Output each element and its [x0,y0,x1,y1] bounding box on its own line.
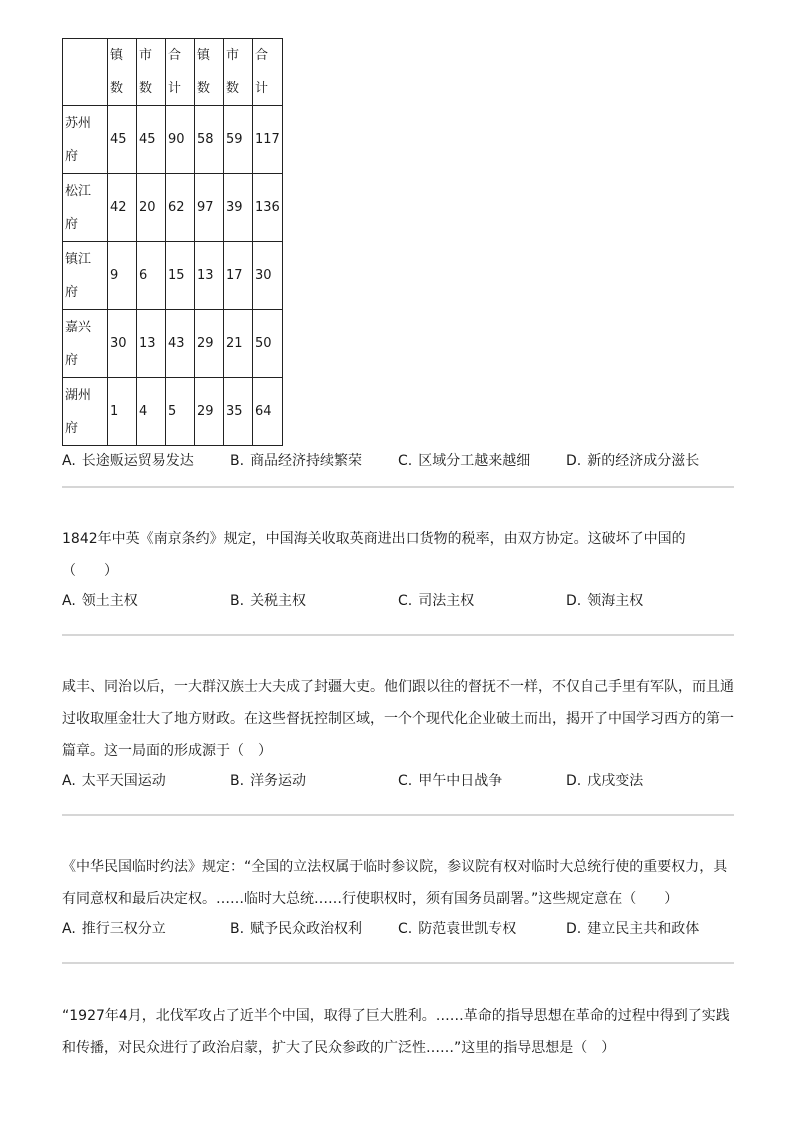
table-cell: 90 [166,106,195,174]
table-header-row [63,39,283,106]
table-row-label: 松江 府 [63,174,108,242]
question-5 [62,1000,734,1064]
table-header-cell: 镇 数 [195,39,224,106]
table-row-label: 镇江 府 [63,242,108,310]
table-cell: 58 [195,106,224,174]
options-row [62,447,734,475]
table-header-cell: 合 计 [253,39,283,106]
table-cell: 13 [137,310,166,378]
table-row [63,310,283,378]
table-cell: 97 [195,174,224,242]
divider [62,634,734,636]
table-row [63,174,283,242]
table-cell: 30 [253,242,283,310]
options-row [62,767,734,795]
table-cell: 17 [224,242,253,310]
table-row-label: 嘉兴 府 [63,310,108,378]
question-stem: 咸丰、同治以后，一大群汉族士大夫成了封疆大吏。他们跟以往的督抚不一样，不仅自己手里有军队，而且通过收取厘金壮大了地方财政。在这些督抚控制区域，一个个现代化企业破土而出，揭开了中国学习西方的第一篇章。这一局面的形成源于（ ） [62,679,734,759]
option-c[interactable]: C. 司法主权 [398,593,475,609]
table-cell: 62 [166,174,195,242]
table-cell: 29 [195,310,224,378]
table-cell: 6 [137,242,166,310]
table-cell: 21 [224,310,253,378]
question-stem: 1842年中英《南京条约》规定，中国海关收取英商进出口货物的税率，由双方协定。这破坏了中国的（ ） [62,531,686,579]
option-c[interactable]: C. 区域分工越来越细 [398,453,531,469]
table-cell: 9 [108,242,137,310]
table-row-label: 湖州 府 [63,378,108,446]
option-c[interactable]: C. 甲午中日战争 [398,773,503,789]
table-row [63,242,283,310]
table-cell: 50 [253,310,283,378]
table-cell: 5 [166,378,195,446]
table-header-cell: 镇 数 [108,39,137,106]
table-header-cell: 合 计 [166,39,195,106]
option-c[interactable]: C. 防范袁世凯专权 [398,921,517,937]
question-4 [62,851,734,943]
options-row [62,587,734,615]
table-cell: 136 [253,174,283,242]
divider [62,962,734,964]
table-cell: 30 [108,310,137,378]
option-a[interactable]: A. 太平天国运动 [62,773,166,789]
table-cell: 39 [224,174,253,242]
option-b[interactable]: B. 商品经济持续繁荣 [230,453,363,469]
table-cell: 59 [224,106,253,174]
question-stem: 《中华民国临时约法》规定：“全国的立法权属于临时参议院，参议院有权对临时大总统行使的重要权力，具有同意权和最后决定权。……临时大总统……行使职权时，须有国务员副署。”这些规定意在（ ） [62,859,728,907]
option-d[interactable]: D. 新的经济成分滋长 [566,453,700,469]
divider [62,486,734,488]
table-header-cell: 市 数 [137,39,166,106]
table-cell: 35 [224,378,253,446]
question-2 [62,523,734,615]
option-b[interactable]: B. 关税主权 [230,593,307,609]
divider [62,814,734,816]
table-row-label: 苏州 府 [63,106,108,174]
option-b[interactable]: B. 赋予民众政治权利 [230,921,363,937]
question-1 [62,447,734,475]
options-row [62,915,734,943]
option-d[interactable]: D. 领海主权 [566,593,644,609]
option-a[interactable]: A. 长途贩运贸易发达 [62,453,194,469]
table-header-cell: 市 数 [224,39,253,106]
option-d[interactable]: D. 建立民主共和政体 [566,921,700,937]
table-cell: 45 [108,106,137,174]
table-cell: 13 [195,242,224,310]
table-cell: 45 [137,106,166,174]
table-cell: 43 [166,310,195,378]
table-cell: 20 [137,174,166,242]
question-3 [62,671,734,795]
table-row [63,106,283,174]
table-cell: 29 [195,378,224,446]
table-cell: 117 [253,106,283,174]
table-cell: 64 [253,378,283,446]
table-cell: 4 [137,378,166,446]
option-a[interactable]: A. 领土主权 [62,593,138,609]
option-a[interactable]: A. 推行三权分立 [62,921,166,937]
table-cell: 15 [166,242,195,310]
table-cell: 42 [108,174,137,242]
option-b[interactable]: B. 洋务运动 [230,773,307,789]
table-header-cell [63,39,108,106]
question-stem: “1927年4月，北伐军攻占了近半个中国，取得了巨大胜利。……革命的指导思想在革命的过程中得到了实践和传播，对民众进行了政治启蒙，扩大了民众参政的广泛性……”这里的指导思想是（ ） [62,1008,730,1056]
table-cell: 1 [108,378,137,446]
option-d[interactable]: D. 戊戌变法 [566,773,644,789]
table-row [63,378,283,446]
statistics-table [62,38,283,446]
